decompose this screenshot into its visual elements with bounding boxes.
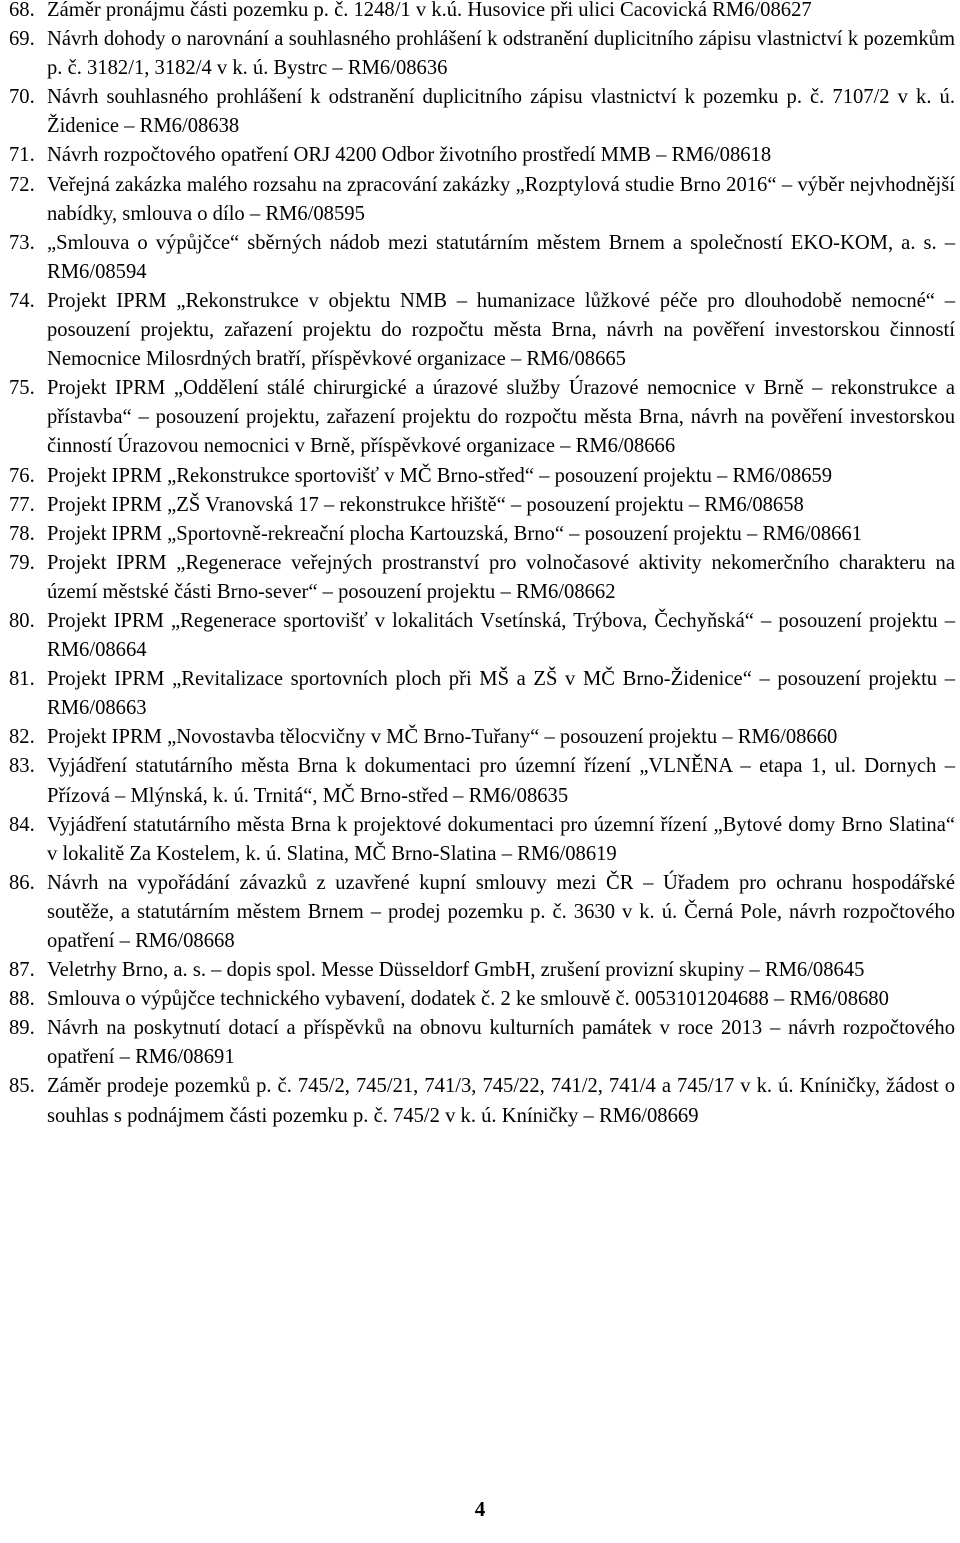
agenda-item xyxy=(9,25,955,83)
agenda-item-number: 78. xyxy=(9,522,35,545)
agenda-item-text: Projekt IPRM „Novostavba tělocvičny v MČ Brno-Tuřany“ – posouzení projektu – RM6/08660 xyxy=(47,726,838,749)
page-number: 4 xyxy=(474,1497,486,1521)
agenda-item-number: 68. xyxy=(9,0,35,21)
agenda-item-number: 77. xyxy=(9,493,35,516)
agenda-item-number: 84. xyxy=(9,813,35,836)
agenda-item xyxy=(9,607,955,665)
agenda-item xyxy=(9,549,955,607)
agenda-item xyxy=(9,723,955,752)
agenda-item-number: 74. xyxy=(9,289,35,312)
agenda-item-text: Veletrhy Brno, a. s. – dopis spol. Messe Düsseldorf GmbH, zrušení provizní skupiny – RM6/08645 xyxy=(47,959,865,982)
agenda-item xyxy=(9,374,955,461)
agenda-item-number: 86. xyxy=(9,871,35,894)
agenda-item xyxy=(9,520,955,549)
agenda-item-number: 81. xyxy=(9,668,35,691)
agenda-item-text: Návrh souhlasného prohlášení k odstranění duplicitního zápisu vlastnictví k pozemku p. č. 7107/2 v k. ú. Židenice – RM6/08638 xyxy=(47,86,955,138)
agenda-item xyxy=(9,869,955,956)
agenda-item-number: 79. xyxy=(9,551,35,574)
agenda-item-text: Vyjádření statutárního města Brna k projektové dokumentaci pro územní řízení „Bytové domy Brno Slatina“ v lokalitě Za Kostelem, k. ú. Slatina, MČ Brno-Slatina – RM6/08619 xyxy=(47,813,955,865)
agenda-item-text: „Smlouva o výpůjčce“ sběrných nádob mezi statutárním městem Brnem a společností EKO-KOM, a. s. – RM6/08594 xyxy=(47,231,955,283)
agenda-item-text: Veřejná zakázka malého rozsahu na zpracování zakázky „Rozptylová studie Brno 2016“ – výběr nejvhodnější nabídky, smlouva o dílo – RM6/08595 xyxy=(47,173,955,225)
agenda-item-text: Návrh na poskytnutí dotací a příspěvků na obnovu kulturních památek v roce 2013 – návrh rozpočtového opatření – RM6/08691 xyxy=(47,1017,955,1069)
agenda-item-text: Vyjádření statutárního města Brna k dokumentaci pro územní řízení „VLNĚNA – etapa 1, ul. Dornych – Přízová – Mlýnská, k. ú. Trnitá“, MČ Brno-střed – RM6/08635 xyxy=(47,755,955,807)
agenda-item xyxy=(9,811,955,869)
agenda-item xyxy=(9,462,955,491)
agenda-item xyxy=(9,752,955,810)
agenda-item-text: Projekt IPRM „Sportovně-rekreační plocha Kartouzská, Brno“ – posouzení projektu – RM6/08661 xyxy=(47,522,863,545)
agenda-item-text: Projekt IPRM „ZŠ Vranovská 17 – rekonstrukce hřiště“ – posouzení projektu – RM6/08658 xyxy=(47,493,804,516)
agenda-list xyxy=(9,0,955,1131)
agenda-page xyxy=(9,0,955,1131)
agenda-item-text: Návrh dohody o narovnání a souhlasného prohlášení k odstranění duplicitního zápisu vlastnictví k pozemkům p. č. 3182/1, 3182/4 v k. ú. Bystrc – RM6/08636 xyxy=(47,28,955,80)
agenda-item-number: 70. xyxy=(9,86,35,109)
agenda-item-number: 82. xyxy=(9,726,35,749)
agenda-item-number: 76. xyxy=(9,464,35,487)
agenda-item-text: Návrh rozpočtového opatření ORJ 4200 Odbor životního prostředí MMB – RM6/08618 xyxy=(47,144,772,167)
agenda-item-text: Projekt IPRM „Regenerace veřejných prostranství pro volnočasové aktivity nekomerčního charakteru na území městské části Brno-sever“ – posouzení projektu – RM6/08662 xyxy=(47,551,955,603)
agenda-item xyxy=(9,491,955,520)
agenda-item-text: Projekt IPRM „Regenerace sportovišť v lokalitách Vsetínská, Trýbova, Čechyňská“ – posouzení projektu – RM6/08664 xyxy=(47,609,955,662)
agenda-item-number: 75. xyxy=(9,377,35,400)
agenda-item-text: Záměr prodeje pozemků p. č. 745/2, 745/21, 741/3, 745/22, 741/2, 741/4 a 745/17 v k. ú. Kníničky, žádost o souhlas s podnájmem části pozemku p. č. 745/2 v k. ú. Kníničky – RM6/08669 xyxy=(47,1075,955,1127)
agenda-item-text: Projekt IPRM „Rekonstrukce sportovišť v MČ Brno-střed“ – posouzení projektu – RM6/08659 xyxy=(47,464,833,487)
agenda-item-number: 85. xyxy=(9,1075,35,1098)
agenda-item xyxy=(9,985,955,1014)
agenda-item-number: 87. xyxy=(9,959,35,982)
agenda-item-text: Projekt IPRM „Revitalizace sportovních ploch při MŠ a ZŠ v MČ Brno-Židenice“ – posouzení projektu – RM6/08663 xyxy=(47,668,955,720)
agenda-item-text: Smlouva o výpůjčce technického vybavení, dodatek č. 2 ke smlouvě č. 0053101204688 – RM6/08680 xyxy=(47,988,889,1011)
agenda-item xyxy=(9,665,955,723)
agenda-item xyxy=(9,0,955,25)
agenda-item-text: Záměr pronájmu části pozemku p. č. 1248/1 v k.ú. Husovice při ulici Cacovická RM6/08627 xyxy=(47,0,812,21)
agenda-item xyxy=(9,956,955,985)
agenda-item-number: 80. xyxy=(9,609,35,632)
agenda-item-number: 88. xyxy=(9,988,35,1011)
agenda-item xyxy=(9,171,955,229)
agenda-item-number: 69. xyxy=(9,28,35,51)
agenda-item-text: Návrh na vypořádání závazků z uzavřené kupní smlouvy mezi ČR – Úřadem pro ochranu hospodářské soutěže, a statutárním městem Brnem – prodej pozemku p. č. 3630 v k. ú. Černá Pole, návrh rozpočtového opatření – RM6/08668 xyxy=(47,871,955,952)
agenda-item-number: 73. xyxy=(9,231,35,254)
agenda-item-text: Projekt IPRM „Oddělení stálé chirurgické a úrazové služby Úrazové nemocnice v Brně – rekonstrukce a přístavba“ – posouzení projektu, zařazení projektu do rozpočtu města Brna, návrh na pověření investorskou činností Úrazovou nemocnici v Brně, příspěvkové organizace – RM6/08666 xyxy=(47,377,955,458)
agenda-item xyxy=(9,1072,955,1130)
agenda-item-number: 72. xyxy=(9,173,35,196)
agenda-item-text: Projekt IPRM „Rekonstrukce v objektu NMB – humanizace lůžkové péče pro dlouhodobě nemocné“ – posouzení projektu, zařazení projektu do rozpočtu města Brna, návrh na pověření investorskou činností Nemocnice Milosrdných bratří, příspěvkové organizace – RM6/08665 xyxy=(47,289,955,371)
agenda-item xyxy=(9,287,955,374)
agenda-item xyxy=(9,229,955,287)
agenda-item xyxy=(9,83,955,141)
agenda-item-number: 71. xyxy=(9,144,35,167)
agenda-item xyxy=(9,141,955,170)
agenda-item-number: 89. xyxy=(9,1017,35,1040)
agenda-item-number: 83. xyxy=(9,755,35,778)
agenda-item xyxy=(9,1014,955,1072)
